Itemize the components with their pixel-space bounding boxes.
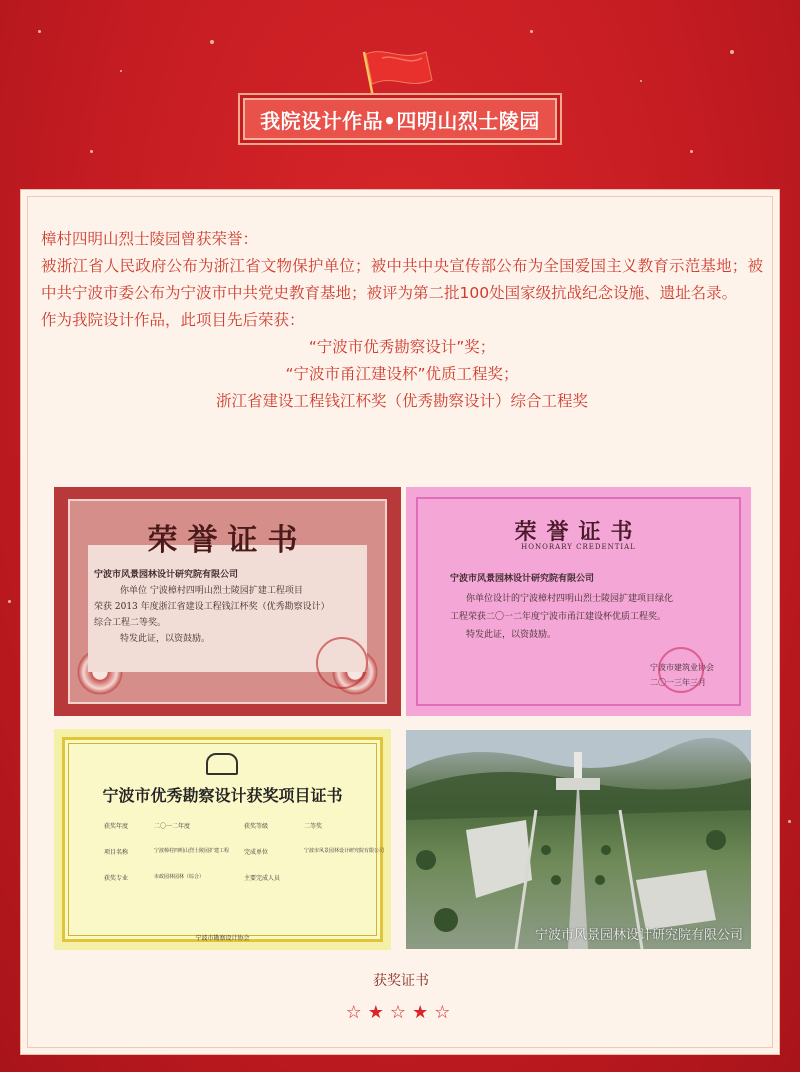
certificate-org: 宁波市风景园林设计研究院有限公司 bbox=[450, 574, 595, 584]
certificate-excellent-design bbox=[54, 729, 391, 950]
content-card bbox=[20, 189, 780, 1055]
certificate-text: 荣获 2013 年度浙江省建设工程钱江杯奖（优秀勘察设计） bbox=[94, 602, 330, 612]
certificate-title: 宁波市优秀勘察设计获奖项目证书 bbox=[102, 786, 343, 805]
section-banner bbox=[243, 98, 557, 140]
cemetery-aerial-photo bbox=[406, 730, 751, 949]
table-cell: 宁波市风景园林设计研究院有限公司 bbox=[304, 848, 385, 854]
photo-watermark: 宁波市风景园林设计研究院有限公司 bbox=[534, 928, 743, 943]
certificate-text: 你单位 宁波樟村四明山烈士陵园扩建工程项目 bbox=[120, 586, 303, 596]
intro-paragraph: 被浙江省人民政府公布为浙江省文物保护单位；被中共中央宣传部公布为全国爱国主义教育示范基地；被中共宁波市委公布为宁波市中共党史教育基地；被评为第二批100处国家级抗战纪念设施、遗址名录。 bbox=[41, 257, 763, 302]
certificate-qianjiang bbox=[54, 487, 401, 716]
table-cell: 市政园林园林（综合） bbox=[154, 874, 205, 880]
emblem-icon bbox=[206, 753, 238, 775]
table-cell: 二〇一二年度 bbox=[154, 823, 191, 830]
awards-intro: 作为我院设计作品，此项目先后荣获： bbox=[41, 311, 305, 329]
table-cell: 主要完成人员 bbox=[244, 875, 281, 882]
certificate-title: 荣誉证书 bbox=[147, 523, 308, 558]
certificate-footer: 宁波市勘察设计协会 bbox=[195, 935, 250, 942]
award-item: “宁波市优秀勘察设计”奖； bbox=[308, 338, 496, 356]
image-caption: 获奖证书 bbox=[373, 973, 429, 989]
table-cell: 宁波樟村四明山烈士陵园扩建工程 bbox=[154, 848, 230, 854]
certificate-org: 宁波市风景园林设计研究院有限公司 bbox=[94, 570, 239, 580]
sparkle bbox=[8, 600, 11, 603]
sparkle bbox=[730, 50, 734, 54]
star-decoration: ☆★☆★☆ bbox=[345, 1002, 457, 1023]
sparkle bbox=[640, 80, 642, 82]
sparkle bbox=[530, 30, 533, 33]
flag-icon bbox=[352, 44, 442, 104]
certificate-title: 荣誉证书 bbox=[514, 519, 643, 545]
certificate-text: 特发此证，以资鼓励。 bbox=[466, 630, 557, 640]
award-item: “宁波市甬江建设杯”优质工程奖； bbox=[285, 365, 519, 383]
intro-heading: 樟村四明山烈士陵园曾获荣誉： bbox=[41, 230, 259, 248]
table-cell: 获奖专业 bbox=[104, 875, 129, 882]
table-cell: 完成单位 bbox=[244, 849, 269, 856]
certificate-issuer: 宁波市建筑业协会 bbox=[650, 663, 714, 672]
certificate-yongjiang bbox=[406, 487, 751, 716]
sparkle bbox=[90, 150, 93, 153]
certificate-date: 二〇一三年三月 bbox=[650, 678, 706, 687]
table-cell: 二等奖 bbox=[304, 823, 323, 830]
sparkle bbox=[120, 70, 122, 72]
seal-stamp bbox=[316, 637, 368, 689]
intro-text bbox=[41, 226, 763, 415]
table-cell: 获奖等级 bbox=[244, 823, 269, 830]
sparkle bbox=[690, 150, 693, 153]
certificate-text: 工程荣获二〇一二年度宁波市甬江建设杯优质工程奖。 bbox=[450, 612, 667, 622]
table-cell: 项目名称 bbox=[104, 849, 129, 856]
sparkle bbox=[788, 820, 791, 823]
banner-title: 我院设计作品•四明山烈士陵园 bbox=[260, 108, 540, 133]
certificate-text: 你单位设计的宁波樟村四明山烈士陵园扩建项目绿化 bbox=[466, 594, 674, 604]
table-cell: 获奖年度 bbox=[104, 823, 129, 830]
certificate-subtitle: HONORARY CREDENTIAL bbox=[521, 543, 636, 551]
certificate-text: 综合工程二等奖。 bbox=[94, 618, 167, 628]
seal-stamp bbox=[658, 647, 704, 693]
award-item: 浙江省建设工程钱江杯奖（优秀勘察设计）综合工程奖 bbox=[215, 392, 588, 410]
sparkle bbox=[210, 40, 214, 44]
certificate-text: 特发此证，以资鼓励。 bbox=[120, 634, 211, 644]
sparkle bbox=[38, 30, 41, 33]
